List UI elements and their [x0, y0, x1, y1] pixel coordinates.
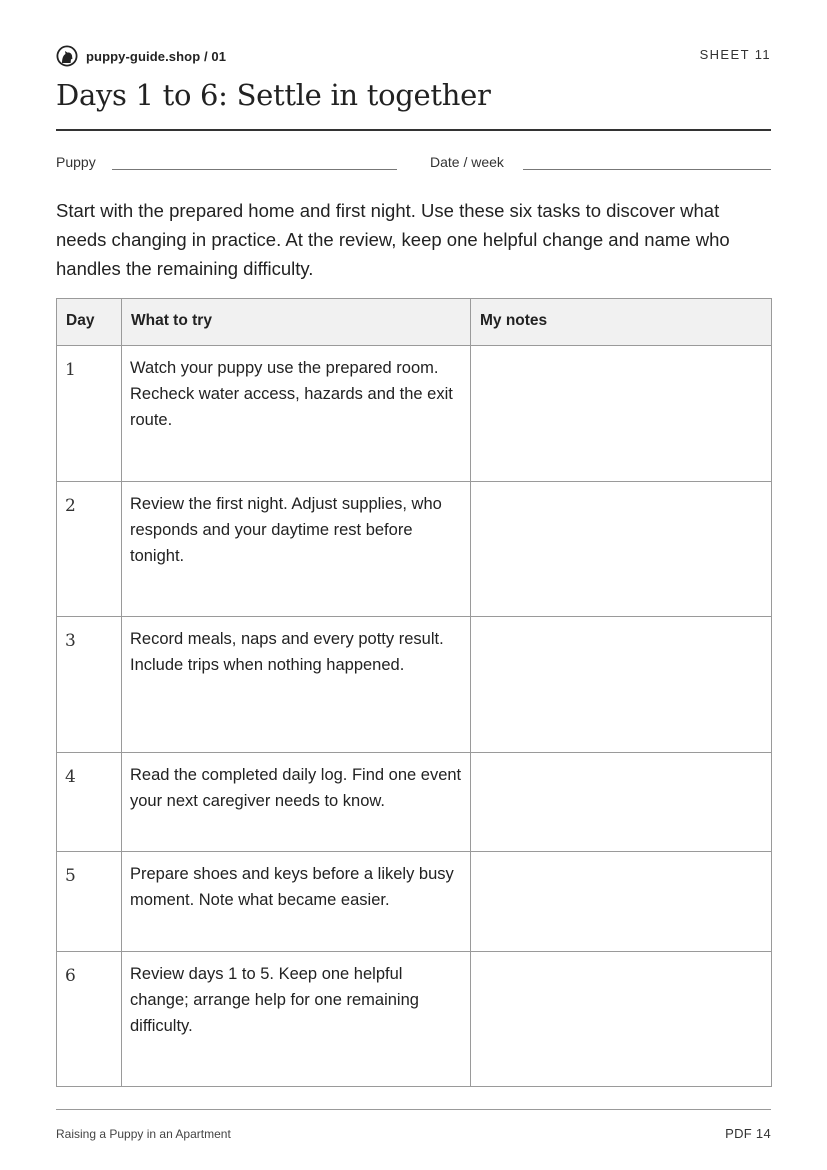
- day-number: 6: [57, 952, 122, 1087]
- notes-cell[interactable]: [471, 346, 772, 482]
- table-row: [57, 482, 772, 617]
- notes-cell[interactable]: [471, 753, 772, 852]
- intro-paragraph: Start with the prepared home and first night. Use these six tasks to discover what needs changing in practice. At the review, keep one helpful change and name who handles the remaining difficulty.: [56, 200, 730, 279]
- header-bar: [56, 44, 771, 68]
- table-row: [57, 952, 772, 1087]
- table-header-row: [57, 299, 772, 346]
- day-number: 2: [57, 482, 122, 617]
- task-text: Review days 1 to 5. Keep one helpful change; arrange help for one remaining difficulty.: [122, 952, 471, 1087]
- task-text: Review the first night. Adjust supplies, who responds and your daytime rest before tonight.: [122, 482, 471, 617]
- footer-page-number: PDF 14: [725, 1126, 771, 1141]
- notes-cell[interactable]: [471, 617, 772, 753]
- footer-book-title: Raising a Puppy in an Apartment: [56, 1127, 231, 1141]
- day-number: 5: [57, 852, 122, 952]
- task-text: Read the completed daily log. Find one event your next caregiver needs to know.: [122, 753, 471, 852]
- header-fields: [56, 154, 771, 174]
- task-table: [56, 298, 772, 1087]
- brand-text: puppy-guide.shop / 01: [86, 48, 227, 64]
- puppy-field-line[interactable]: [112, 169, 397, 170]
- puppy-field-label: Puppy: [56, 154, 96, 170]
- worksheet-page: [56, 0, 771, 1170]
- task-text: Watch your puppy use the prepared room. Recheck water access, hazards and the exit route.: [122, 346, 471, 482]
- header-task: What to try: [122, 299, 471, 346]
- notes-cell[interactable]: [471, 482, 772, 617]
- task-text: Record meals, naps and every potty result. Include trips when nothing happened.: [122, 617, 471, 753]
- day-number: 3: [57, 617, 122, 753]
- task-text: Prepare shoes and keys before a likely busy moment. Note what became easier.: [122, 852, 471, 952]
- dog-silhouette-icon: [56, 45, 78, 67]
- table-row: [57, 852, 772, 952]
- table-row: [57, 753, 772, 852]
- title-divider: [56, 129, 771, 131]
- header-notes: My notes: [471, 299, 772, 346]
- date-field-line[interactable]: [523, 169, 771, 170]
- header-day: Day: [57, 299, 122, 346]
- day-number: 1: [57, 346, 122, 482]
- footer-divider: [56, 1109, 771, 1110]
- sheet-number: SHEET 11: [699, 47, 771, 62]
- page-title: Days 1 to 6: Settle in together: [56, 78, 491, 112]
- table-row: [57, 617, 772, 753]
- date-field-label: Date / week: [430, 154, 504, 170]
- notes-cell[interactable]: [471, 852, 772, 952]
- table-row: [57, 346, 772, 482]
- brand: [56, 44, 226, 68]
- notes-cell[interactable]: [471, 952, 772, 1087]
- day-number: 4: [57, 753, 122, 852]
